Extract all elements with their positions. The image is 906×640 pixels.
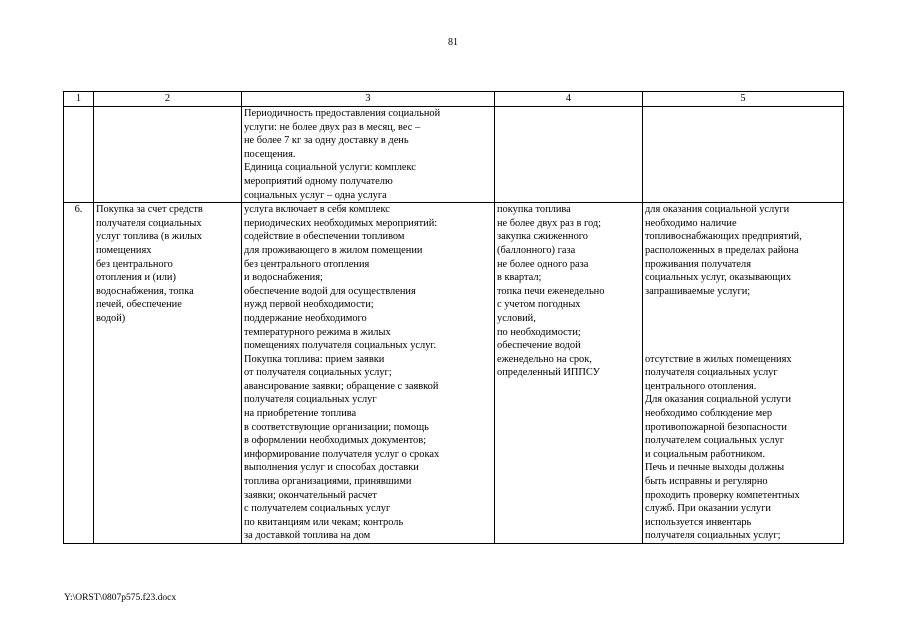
text-line: необходимо соблюдение мер bbox=[645, 408, 773, 420]
text-line: авансирование заявки; обращение с заявкой bbox=[244, 380, 439, 392]
text-line: в оформлении необходимых документов; bbox=[244, 435, 427, 447]
text-line: Покупка за счет средств bbox=[96, 204, 203, 216]
text-line: служб. При оказании услуги bbox=[645, 503, 771, 515]
text-line: в квартал; bbox=[497, 272, 542, 284]
header-cell-4: 4 bbox=[495, 92, 643, 107]
conditions-block-1 bbox=[645, 203, 841, 298]
text-line: в соответствующие организации; помощь bbox=[244, 421, 429, 433]
text-line: без центрального отопления bbox=[244, 258, 370, 270]
text-line: Периодичность предоставления социальной bbox=[244, 108, 441, 119]
service-frequency-cell bbox=[495, 203, 643, 544]
table-row-6 bbox=[64, 203, 844, 544]
text-line: не более одного раза bbox=[497, 258, 589, 270]
text-line: противопожарной безопасности bbox=[645, 421, 787, 433]
text-line: услуги: не более двух раз в месяц, вес – bbox=[244, 121, 421, 133]
text-line: по необходимости; bbox=[497, 326, 581, 338]
text-line: без центрального bbox=[96, 258, 173, 270]
text-line: Печь и печные выходы должны bbox=[645, 462, 785, 474]
text-line: нужд первой необходимости; bbox=[244, 299, 374, 311]
text-line: социальных услуг, оказывающих bbox=[645, 272, 792, 284]
text-line: водой) bbox=[96, 312, 126, 324]
text-line: еженедельно на срок, bbox=[497, 353, 592, 365]
header-cell-2: 2 bbox=[94, 92, 242, 107]
conditions-gap bbox=[645, 326, 841, 340]
page-number: 81 bbox=[448, 37, 458, 48]
text-line: содействие в обеспечении топливом bbox=[244, 231, 405, 243]
text-line: с учетом погодных bbox=[497, 299, 581, 311]
text-line: заявки; окончательный расчет bbox=[244, 489, 377, 501]
text-line: Единица социальной услуги: комплекс bbox=[244, 162, 416, 174]
text-line: мероприятий одному получателю bbox=[244, 175, 393, 187]
text-line: используется инвентарь bbox=[645, 516, 752, 528]
conditions-block-2 bbox=[645, 353, 841, 543]
text-line: за доставкой топлива на дом bbox=[244, 530, 371, 542]
header-cell-1: 1 bbox=[64, 92, 94, 107]
text-line: на приобретение топлива bbox=[244, 408, 357, 420]
continued-cell-2 bbox=[94, 107, 242, 203]
text-line: условий, bbox=[497, 312, 536, 324]
text-line: получателем социальных услуг bbox=[645, 435, 785, 447]
text-line: посещения. bbox=[244, 148, 296, 160]
text-line: социальных услуг – одна услуга bbox=[244, 189, 387, 201]
text-line: обеспечение водой bbox=[497, 340, 581, 352]
text-line: необходимо наличие bbox=[645, 217, 737, 229]
text-line: температурного режима в жилых bbox=[244, 326, 391, 338]
text-line: и водоснабжения; bbox=[244, 272, 323, 284]
text-line: помещениях получателя социальных услуг. bbox=[244, 340, 437, 352]
text-line: услуг топлива (в жилых bbox=[96, 231, 202, 243]
text-line: обеспечение водой для осуществления bbox=[244, 285, 416, 297]
continued-cell-3 bbox=[242, 107, 495, 203]
text-line: информирование получателя услуг о сроках bbox=[244, 448, 440, 460]
text-line: проходить проверку компетентных bbox=[645, 489, 800, 501]
text-line: Для оказания социальной услуги bbox=[645, 394, 792, 406]
text-line: с получателем социальных услуг bbox=[244, 503, 391, 515]
conditions-gap bbox=[645, 339, 841, 353]
service-conditions-cell bbox=[643, 203, 844, 544]
text-line: выполнения услуг и способах доставки bbox=[244, 462, 419, 474]
conditions-gap bbox=[645, 298, 841, 312]
text-line: получателя социальных bbox=[96, 217, 202, 229]
header-cell-3: 3 bbox=[242, 92, 495, 107]
text-line: водоснабжения, топка bbox=[96, 285, 194, 297]
text-line: не более двух раз в год; bbox=[497, 217, 602, 229]
text-line: получателя социальных услуг bbox=[645, 367, 778, 379]
text-line: получателя социальных услуг; bbox=[645, 530, 781, 542]
text-line: для проживающего в жилом помещении bbox=[244, 244, 423, 256]
text-line: определенный ИППСУ bbox=[497, 367, 601, 379]
text-line: проживания получателя bbox=[645, 258, 751, 270]
service-name-cell bbox=[94, 203, 242, 544]
text-line: помещениях bbox=[96, 244, 152, 256]
text-line: поддержание необходимого bbox=[244, 312, 367, 324]
text-line: не более 7 кг за одну доставку в день bbox=[244, 135, 409, 147]
continued-cell-4 bbox=[495, 107, 643, 203]
text-line: Покупка топлива: прием заявки bbox=[244, 353, 385, 365]
service-description-cell bbox=[242, 203, 495, 544]
text-line: топка печи еженедельно bbox=[497, 285, 605, 297]
text-line: расположенных в пределах района bbox=[645, 244, 799, 256]
text-line: получателя социальных услуг bbox=[244, 394, 377, 406]
text-line: периодических необходимых мероприятий: bbox=[244, 217, 438, 229]
table-row-continued bbox=[64, 107, 844, 203]
text-line: топливоснабжающих предприятий, bbox=[645, 231, 802, 243]
text-line: покупка топлива bbox=[497, 204, 571, 216]
text-line: для оказания социальной услуги bbox=[645, 204, 790, 216]
text-line: отопления и (или) bbox=[96, 272, 176, 284]
conditions-gap bbox=[645, 312, 841, 326]
text-line: центрального отопления. bbox=[645, 380, 757, 392]
text-line: и социальным работником. bbox=[645, 448, 765, 460]
header-cell-5: 5 bbox=[643, 92, 844, 107]
text-line: отсутствие в жилых помещениях bbox=[645, 353, 792, 365]
text-line: запрашиваемые услуги; bbox=[645, 285, 751, 297]
text-line: (баллонного) газа bbox=[497, 244, 576, 256]
text-line: быть исправны и регулярно bbox=[645, 476, 768, 488]
text-line: от получателя социальных услуг; bbox=[244, 367, 392, 379]
row-number: 6. bbox=[64, 203, 94, 544]
text-line: закупка сжиженного bbox=[497, 231, 588, 243]
header-row bbox=[64, 92, 844, 107]
services-table bbox=[63, 91, 844, 544]
text-line: топлива организациями, принявшими bbox=[244, 476, 412, 488]
continued-cell-1 bbox=[64, 107, 94, 203]
text-line: печей, обеспечение bbox=[96, 299, 182, 311]
footer-file-path: Y:\ORST\0807p575.f23.docx bbox=[64, 593, 177, 603]
text-line: по квитанциям или чекам; контроль bbox=[244, 516, 404, 528]
continued-cell-5 bbox=[643, 107, 844, 203]
text-line: услуга включает в себя комплекс bbox=[244, 204, 390, 216]
